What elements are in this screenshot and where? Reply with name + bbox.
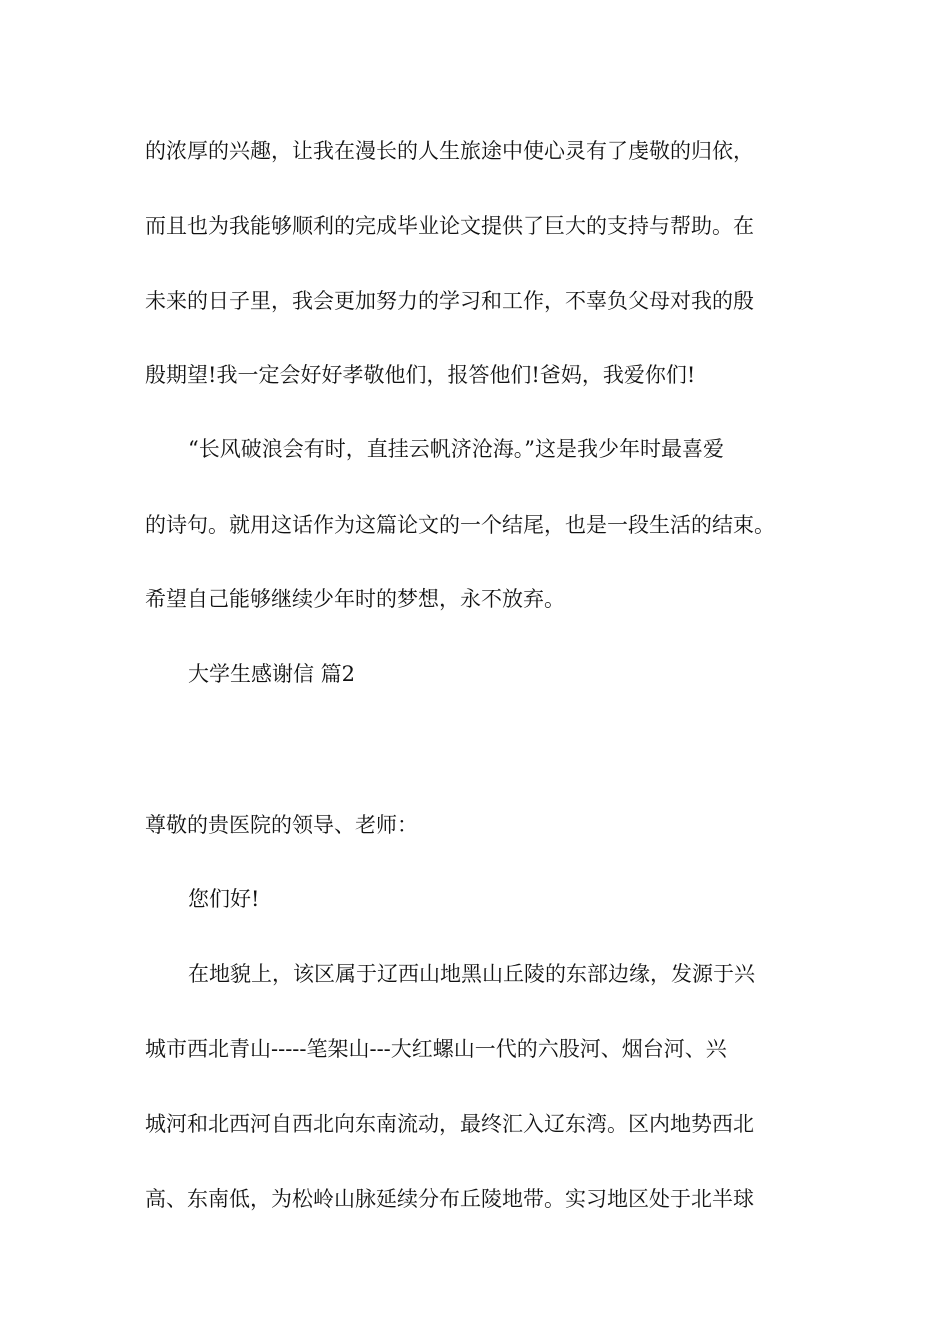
paragraph-line: “长风破浪会有时，直挂云帆济沧海。”这是我少年时最喜爱 <box>188 437 724 461</box>
paragraph-line: 未来的日子里，我会更加努力的学习和工作，不辜负父母对我的殷 <box>145 289 754 313</box>
paragraph-line: 城河和北西河自西北向东南流动，最终汇入辽东湾。区内地势西北 <box>145 1112 754 1136</box>
paragraph-line: 殷期望!我一定会好好孝敬他们，报答他们!爸妈，我爱你们! <box>145 363 696 387</box>
greeting: 您们好! <box>188 887 260 911</box>
paragraph-line: 高、东南低，为松岭山脉延续分布丘陵地带。实习地区处于北半球 <box>145 1187 754 1211</box>
paragraph-line: 的浓厚的兴趣，让我在漫长的人生旅途中使心灵有了虔敬的归依， <box>145 139 754 163</box>
paragraph-line: 的诗句。就用这话作为这篇论文的一个结尾，也是一段生活的结束。 <box>145 513 775 537</box>
section-heading: 大学生感谢信 篇2 <box>188 662 356 686</box>
paragraph-line: 城市西北青山-----笔架山---大红螺山一代的六股河、烟台河、兴 <box>145 1037 727 1061</box>
paragraph-line: 希望自己能够继续少年时的梦想，永不放弃。 <box>145 587 565 611</box>
paragraph-line: 而且也为我能够顺利的完成毕业论文提供了巨大的支持与帮助。在 <box>145 214 754 238</box>
paragraph-line: 在地貌上，该区属于辽西山地黑山丘陵的东部边缘，发源于兴 <box>188 962 755 986</box>
salutation: 尊敬的贵医院的领导、老师： <box>145 813 418 837</box>
